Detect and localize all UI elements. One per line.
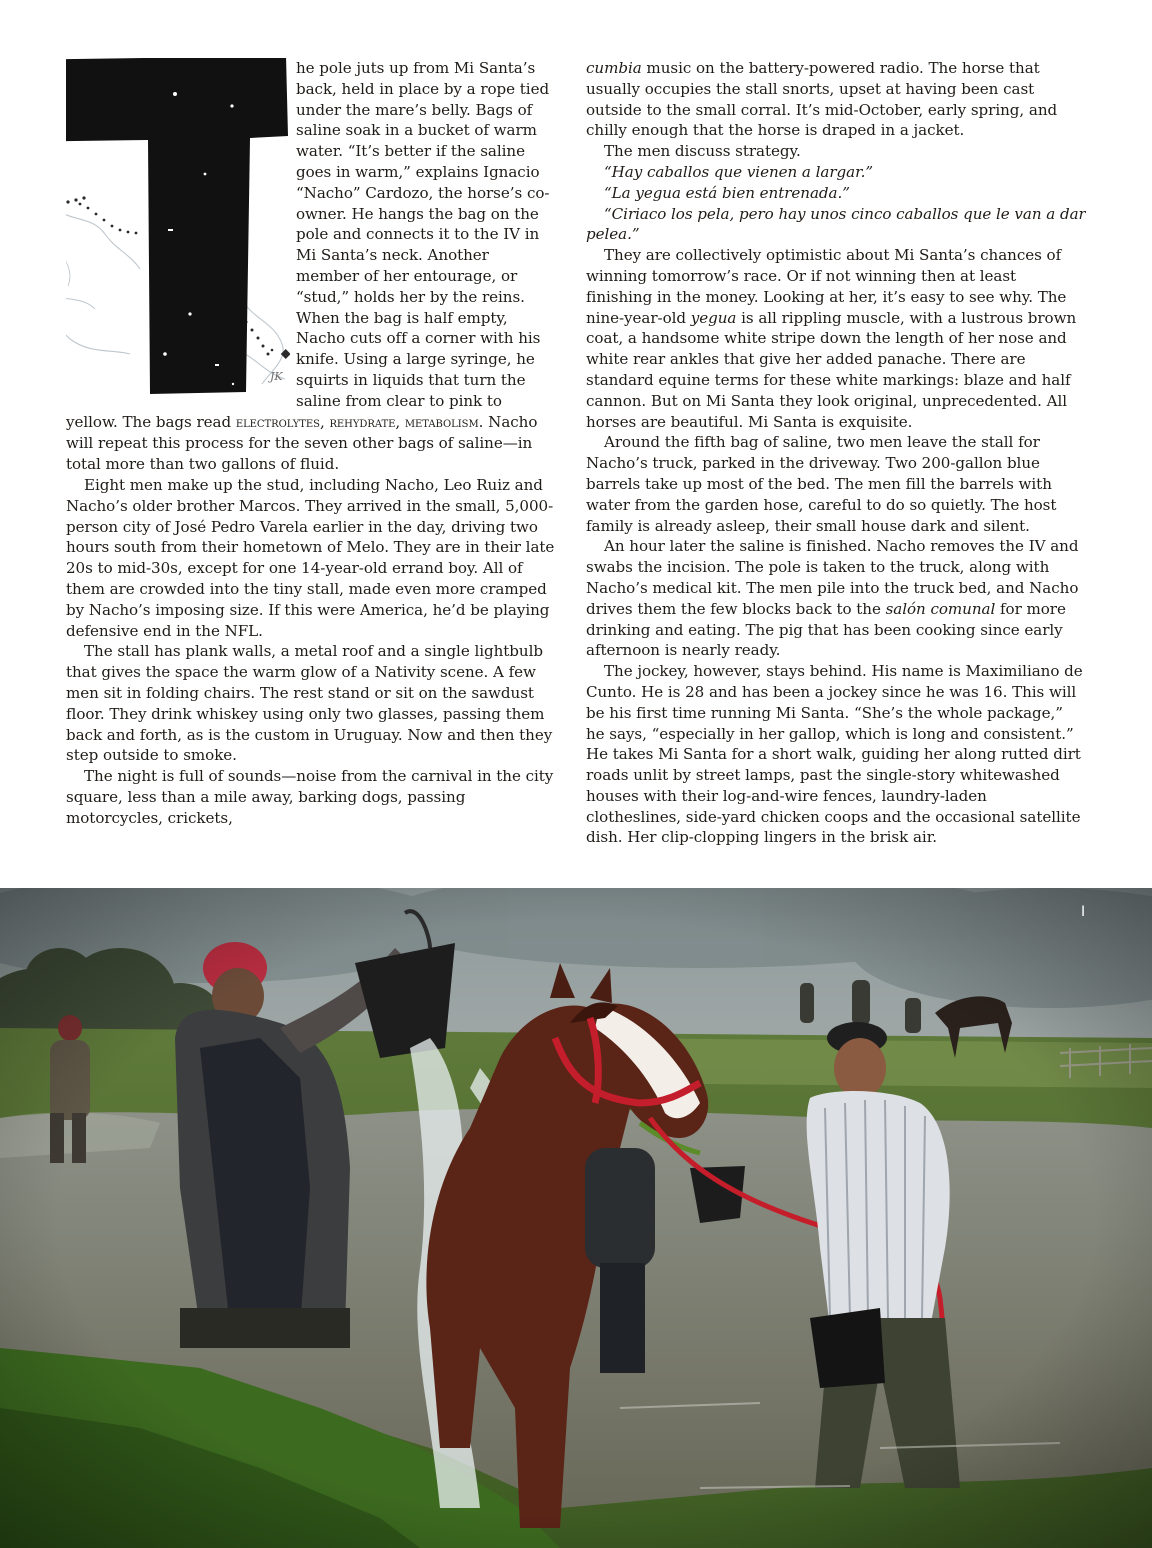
word-cumbia: cumbia	[586, 59, 642, 77]
paragraph-1-rest: he pole juts up from Mi Santa’s back, held in place by a rope tied under the mare’s belly. Bags of saline soak in a bucket of warm water. “It’s better if the saline goes in warm,” explains Ignacio “Nacho” Cardozo, the horse’s co-owner. He hangs the bag on the pole and connects it to the IV in Mi Santa’s neck. Another member of her entourage, or “stud,” holds her by the reins. When the bag is half empty, Nacho cuts off a corner with his knife. Using a large syringe, he squirts in liquids that turn the saline from clear to pink to yellow. The bags read	[66, 59, 550, 431]
quote-3: “Ciriaco los pela, pero hay unos cinco caballos que le van a dar pelea.”	[586, 204, 1086, 244]
paragraph-6-start: They are collectively optimistic about Mi Santa’s chances of winning tomorrow’s race. Or if not winning then at least finishing in the money. Looking at her, it’s easy to see why. The nine-year-old	[586, 246, 1067, 327]
text-column-left: JK he pole juts up from Mi Santa’s back, held in place by a rope tied under the mare’s belly. Bags of saline soak in a bucket of warm water. “It’s better if the saline goes in warm,” explains Ignacio “Nacho” Cardozo, the horse’s co-owner. He hangs the bag on the pole and connects it to the IV in Mi Santa’s neck. Another member of her entourage, or “stud,” holds her by the reins. When the bag is half empty, Nacho cuts off a corner with his knife. Using a large syringe, he squirts in liquids that turn the saline from clear to pink to yellow. The bags read electrolytes, rehydrate, metabolism. Nacho will repeat this process for the seven other bags of saline—in total more than two gallons of fluid. Eight men make up the stud, including Nacho, Leo Ruiz and Nacho’s older brother Marcos. They arrived in the small, 5,000-person city of José Pedro Varela earlier in the day, driving two hours south from their hometown of Melo. They are in their late 20s to mid-30s, except for one 14-year-old errand boy. All of them are crowded into the tiny stall, made even more cramped by Nacho’s imposing size. If this were America, he’d be playing defensive end in the NFL. The stall has plank walls, a metal roof and a single lightbulb that gives the space the warm glow of a Nativity scene. A few men sit in folding chairs. The rest stand or sit on the sawdust floor. They drink whiskey using only two glasses, passing them back and forth, as is the custom in Uruguay. Now and then they step outside to smoke. The night is full of sounds—noise from the carnival in the city square, less than a mile away, barking dogs, passing motorcycles, crickets,	[66, 58, 556, 848]
artist-initials: JK	[270, 370, 283, 383]
text-column-right	[586, 58, 1086, 848]
phrase-salon-comunal: salón comunal	[885, 599, 996, 618]
paragraph-2: Eight men make up the stud, including Nacho, Leo Ruiz and Nacho’s older brother Marcos. They arrived in the small, 5,000-person city of José Pedro Varela earlier in the day, driving two hours south from their hometown of Melo. They are in their late 20s to mid-30s, except for one 14-year-old errand boy. All of them are crowded into the tiny stall, made even more cramped by Nacho’s imposing size. If this were America, he’d be playing defensive end in the NFL.	[66, 475, 555, 640]
paragraph-4-start: The night is full of sounds—noise from the carnival in the city square, less than a mile away, barking dogs, passing motorcycles, crickets,	[66, 767, 554, 827]
quote-2: “La yegua está bien entrenada.”	[604, 183, 850, 202]
paragraph-7: Around the fifth bag of saline, two men leave the stall for Nacho’s truck, parked in the driveway. Two 200-gallon blue barrels take up most of the bed. The men fill the barrels with water from the garden hose, careful to do so quietly. The host family is already asleep, their small house dark and silent.	[586, 433, 1057, 535]
feature-photo	[0, 888, 1152, 1548]
paragraph-1-end: . Nacho will repeat this process for the seven other bags of saline—in total more than two gallons of fluid.	[66, 412, 538, 474]
bag-label-metabolism: metabolism	[404, 414, 479, 431]
paragraph-8-start: An hour later the saline is finished. Nacho removes the IV and swabs the incision. The pole is taken to the truck, along with Nacho’s medical kit. The men pile into the truck bed, and Nacho drives them the few blocks back to the	[586, 537, 1079, 618]
bag-label-rehydrate: rehydrate	[329, 414, 396, 431]
paragraph-8-end: for more drinking and eating. The pig that has been cooking since early afternoon is nearly ready.	[586, 599, 1066, 660]
word-yegua: yegua	[690, 308, 737, 327]
dropcap-illustration	[66, 58, 290, 399]
horse-bath-photo	[0, 888, 1152, 1548]
page-marker: I	[1081, 904, 1086, 920]
paragraph-5: The men discuss strategy.	[604, 142, 801, 161]
paragraph-3: The stall has plank walls, a metal roof and a single lightbulb that gives the space the warm glow of a Nativity scene. A few men sit in folding chairs. The rest stand or sit on the sawdust floor. They drink whiskey using only two glasses, passing them back and forth, as is the custom in Uruguay. Now and then they step outside to smoke.	[66, 642, 553, 765]
paragraph-6-end: is all rippling muscle, with a lustrous brown coat, a handsome white stripe down the length of her nose and white rear ankles that give her added panache. There are standard equine terms for these white markings: blaze and half cannon. But on Mi Santa they look original, unprecedented. All horses are beautiful. Mi Santa is exquisite.	[586, 308, 1077, 431]
bag-label-electrolytes: electrolytes	[235, 414, 320, 431]
quote-1: “Hay caballos que vienen a largar.”	[604, 162, 873, 181]
dropcap-t-icon	[66, 58, 290, 399]
paragraph-4-end: music on the battery-powered radio. The horse that usually occupies the stall snorts, upset at having been cast outside to the small corral. It’s mid-October, early spring, and chilly enough that the horse is draped in a jacket.	[586, 59, 1058, 140]
paragraph-9: The jockey, however, stays behind. His name is Maximiliano de Cunto. He is 28 and has been a jockey since he was 16. This will be his first time running Mi Santa. “She’s the whole package,” he says, “especially in her gallop, which is long and consistent.” He takes Mi Santa for a short walk, guiding her along rutted dirt roads unlit by street lamps, past the single-story whitewashed houses with their log-and-wire fences, laundry-laden clotheslines, side-yard chicken coops and the occasional satellite dish. Her clip-clopping lingers in the brisk air.	[586, 662, 1083, 847]
